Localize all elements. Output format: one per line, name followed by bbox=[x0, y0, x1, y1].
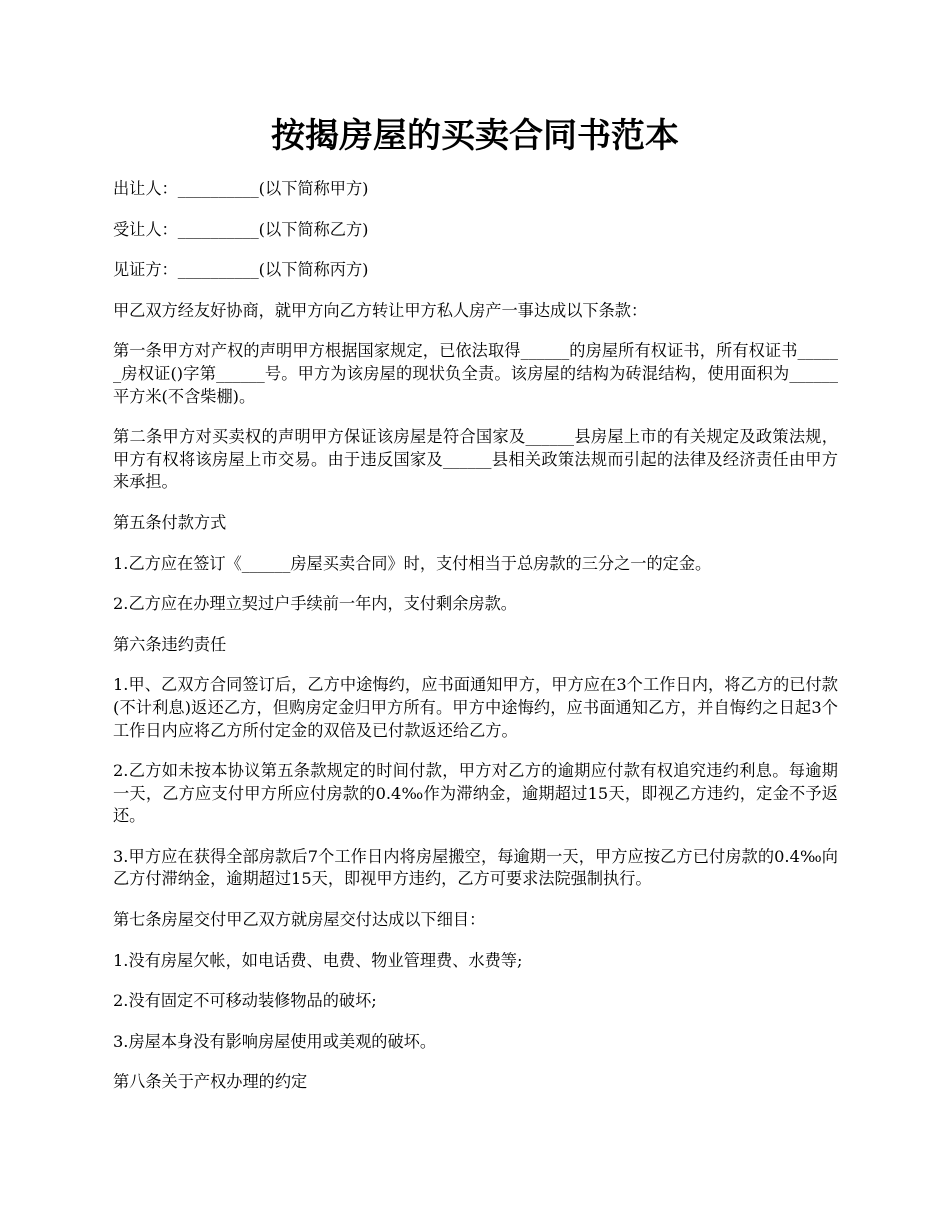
article-7-item-1: 1.没有房屋欠帐，如电话费、电费、物业管理费、水费等; bbox=[113, 950, 523, 970]
article-1-paragraph: 第一条甲方对产权的声明甲方根据国家规定，已依法取得______的房屋所有权证书，所有权证书______房权证()字第______号。甲方为该房屋的现状负全责。该房屋的结构为砖混结构，使用面积为______平方米(不含柴棚)。 bbox=[113, 341, 838, 406]
preamble-paragraph: 甲乙双方经友好协商，就甲方向乙方转让甲方私人房产一事达成以下条款： bbox=[113, 300, 648, 320]
article-7-item-3: 3.房屋本身没有影响房屋使用或美观的破坏。 bbox=[113, 1031, 437, 1051]
document-title: 按揭房屋的买卖合同书范本 bbox=[271, 116, 679, 156]
article-5-item-1: 1.乙方应在签订《______房屋买卖合同》时，支付相当于总房款的三分之一的定金。 bbox=[113, 553, 712, 573]
article-8-heading: 第八条关于产权办理的约定 bbox=[113, 1072, 308, 1092]
article-7-item-2: 2.没有固定不可移动装修物品的破坏; bbox=[113, 991, 377, 1011]
party-buyer-line: 受让人：__________(以下简称乙方) bbox=[113, 219, 369, 239]
document-body bbox=[113, 178, 838, 1112]
article-6-item-2: 2.乙方如未按本协议第五条款规定的时间付款，甲方对乙方的逾期应付款有权追究违约利息。每逾期一天，乙方应支付甲方所应付房款的0.4‰作为滞纳金，逾期超过15天，即视乙方违约，定金不予返还。 bbox=[113, 761, 838, 826]
article-5-item-2: 2.乙方应在办理立契过户手续前一年内，支付剩余房款。 bbox=[113, 594, 517, 614]
party-witness-line: 见证方：__________(以下简称丙方) bbox=[113, 260, 369, 280]
article-6-heading: 第六条违约责任 bbox=[113, 634, 227, 654]
party-seller-line: 出让人：__________(以下简称甲方) bbox=[113, 179, 369, 198]
article-6-item-1: 1.甲、乙双方合同签订后，乙方中途悔约，应书面通知甲方，甲方应在3个工作日内，将乙方的已付款(不计利息)返还乙方，但购房定金归甲方所有。甲方中途悔约，应书面通知乙方，并自悔约之日起3个工作日内应将乙方所付定金的双倍及已付款返还给乙方。 bbox=[113, 675, 838, 740]
article-5-heading: 第五条付款方式 bbox=[113, 512, 227, 532]
article-2-paragraph: 第二条甲方对买卖权的声明甲方保证该房屋是符合国家及______县房屋上市的有关规定及政策法规，甲方有权将该房屋上市交易。由于违反国家及______县相关政策法规而引起的法律及经济责任由甲方来承担。 bbox=[113, 427, 838, 492]
article-7-heading: 第七条房屋交付甲乙双方就房屋交付达成以下细目： bbox=[113, 910, 486, 930]
article-6-item-3: 3.甲方应在获得全部房款后7个工作日内将房屋搬空，每逾期一天，甲方应按乙方已付房款的0.4‰向乙方付滞纳金，逾期超过15天，即视甲方违约，乙方可要求法院强制执行。 bbox=[113, 846, 838, 889]
